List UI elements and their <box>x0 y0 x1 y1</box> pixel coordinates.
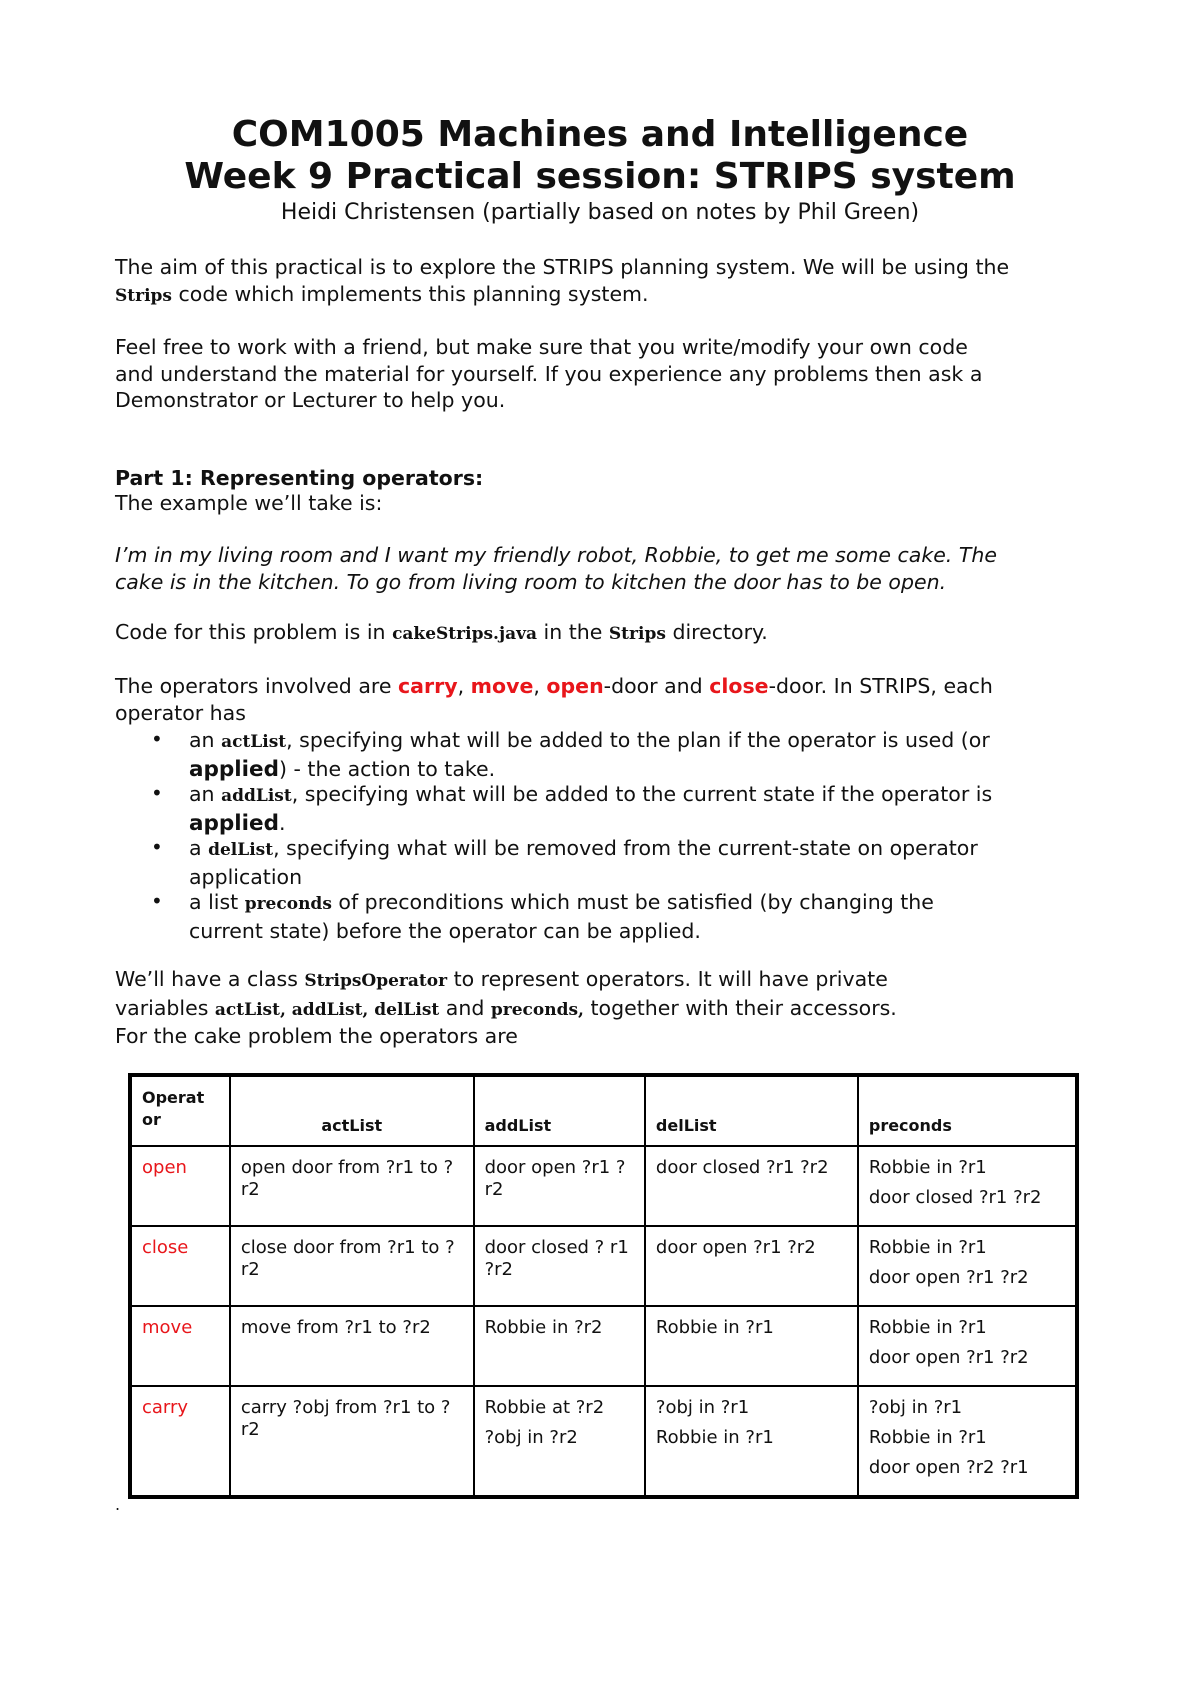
operators-table-body <box>130 1146 1077 1497</box>
strips-directory-name: Strips <box>608 624 666 644</box>
part1-heading: Part 1: Representing operators: <box>115 466 484 490</box>
dellist-cell <box>645 1146 858 1226</box>
operator-open-label: open <box>546 674 604 698</box>
vars-text-b: and <box>439 995 491 1020</box>
header-preconds: preconds <box>858 1075 1077 1146</box>
bullet-4-pre: a list <box>189 890 245 914</box>
bullet-2-bold: applied <box>189 810 279 836</box>
addlist-cell <box>474 1226 645 1306</box>
bullet-1-line2: ) - the action to take. <box>279 756 496 781</box>
document-title-line-1: COM1005 Machines and Intelligence <box>231 114 969 155</box>
pre-entry: door open ?r2 ?r1 <box>868 1457 1029 1478</box>
add-entry: ?obj in ?r2 <box>484 1427 578 1448</box>
operator-name-cell: close <box>130 1226 230 1306</box>
bullet-marker-4: • <box>151 889 163 913</box>
header-addlist: addList <box>474 1075 645 1146</box>
del-entry: door closed ?r1 ?r2 <box>655 1157 829 1178</box>
table-row <box>130 1386 1077 1497</box>
addlist-cell <box>474 1386 645 1497</box>
operator-name-cell: carry <box>130 1386 230 1497</box>
operators-text-b: -door and <box>603 674 710 698</box>
class-text-a: We’ll have a class <box>115 967 305 991</box>
bullet-marker-1: • <box>151 727 163 751</box>
bullet-2-pre: an <box>189 782 222 806</box>
actlist-cell: open door from ?r1 to ? r2 <box>230 1146 474 1226</box>
bullet-1-pre: an <box>189 728 222 752</box>
pre-entry: door open ?r1 ?r2 <box>868 1347 1029 1368</box>
bullet-3-pre: a <box>189 836 209 860</box>
dellist-cell <box>645 1306 858 1386</box>
intro-text-b: code which implements this planning system. <box>172 281 649 306</box>
actlist-cell: carry ?obj from ?r1 to ? r2 <box>230 1386 474 1497</box>
cake-operators-intro: For the cake problem the operators are <box>115 1024 518 1048</box>
bullet-4-post: of preconditions which must be satisfied (by changing the <box>331 890 934 914</box>
vars-code-1: actList, addList, delList <box>214 999 440 1020</box>
code-location-text-a: Code for this problem is in <box>115 620 393 644</box>
operators-table <box>128 1073 1079 1499</box>
code-location-line <box>115 619 1100 648</box>
cakestrips-filename: cakeStrips.java <box>392 624 538 644</box>
header-dellist: delList <box>645 1075 858 1146</box>
author-line: Heidi Christensen (partially based on notes by Phil Green) <box>280 200 920 225</box>
dellist-cell <box>645 1386 858 1497</box>
code-location-text-c: directory. <box>665 620 768 644</box>
pre-entry: door open ?r1 ?r2 <box>868 1267 1029 1288</box>
add-entry: Robbie in ?r2 <box>484 1317 603 1338</box>
intro-p2-line-3: Demonstrator or Lecturer to help you. <box>115 388 506 412</box>
header-actlist: actList <box>230 1075 474 1146</box>
vars-code-2: preconds, <box>490 999 584 1020</box>
del-entry: Robbie in ?r1 <box>655 1317 774 1338</box>
table-row <box>130 1306 1077 1386</box>
del-entry: Robbie in ?r1 <box>655 1427 774 1448</box>
bullet-2-line2: . <box>279 810 286 835</box>
vars-text-c: together with their accessors. <box>583 995 897 1020</box>
operators-text-a: The operators involved are <box>115 674 399 698</box>
operator-move-label: move <box>470 674 534 698</box>
operator-name-cell: move <box>130 1306 230 1386</box>
del-entry: ?obj in ?r1 <box>655 1397 750 1418</box>
del-entry: door open ?r1 ?r2 <box>655 1237 816 1258</box>
addlist-cell <box>474 1146 645 1226</box>
bullet-marker-2: • <box>151 781 163 805</box>
pre-entry: door closed ?r1 ?r2 <box>868 1187 1042 1208</box>
pre-entry: ?obj in ?r1 <box>868 1397 963 1418</box>
add-entry: door closed ? r1 ?r2 <box>484 1237 629 1280</box>
example-text <box>115 542 1100 595</box>
bullet-item-preconds <box>189 889 1109 944</box>
bullet-item-addlist <box>189 781 1109 837</box>
operators-text-c: -door. In STRIPS, each <box>768 674 993 698</box>
bullet-item-actlist <box>189 727 1109 783</box>
bullet-3-line2: application <box>189 864 303 889</box>
addlist-cell <box>474 1306 645 1386</box>
document-title-line-2: Week 9 Practical session: STRIPS system <box>184 156 1016 197</box>
prelist-cell <box>858 1146 1077 1226</box>
strips-code-name: Strips <box>115 285 173 306</box>
intro-p2-line-1: Feel free to work with a friend, but make sure that you write/modify your own code <box>115 335 968 359</box>
stripsoperator-class-name: StripsOperator <box>304 971 448 991</box>
bullet-item-dellist <box>189 835 1109 890</box>
pre-entry: Robbie in ?r1 <box>868 1317 987 1338</box>
bullet-2-post: , specifying what will be added to the current state if the operator is <box>291 782 993 806</box>
operator-name-cell: open <box>130 1146 230 1226</box>
actlist-cell: close door from ?r1 to ? r2 <box>230 1226 474 1306</box>
class-description <box>115 966 1100 1050</box>
table-header-row <box>130 1075 1077 1146</box>
comma-1: , <box>457 674 471 698</box>
prelist-cell <box>858 1306 1077 1386</box>
bullet-1-post: , specifying what will be added to the plan if the operator is used (or <box>286 728 990 752</box>
table-row <box>130 1146 1077 1226</box>
bullet-4-line2: current state) before the operator can be applied. <box>189 918 701 943</box>
intro-paragraph-2 <box>115 334 1100 414</box>
dellist-cell <box>645 1226 858 1306</box>
trailing-dot: . <box>115 1495 121 1514</box>
operator-carry-label: carry <box>398 674 458 698</box>
vars-text-a: variables <box>115 995 215 1020</box>
table-row <box>130 1226 1077 1306</box>
header-operator: Operat or <box>130 1075 230 1146</box>
example-line-1: I’m in my living room and I want my friendly robot, Robbie, to get me some cake. The <box>115 543 997 567</box>
operators-intro <box>115 673 1100 726</box>
add-entry: Robbie at ?r2 <box>484 1397 605 1418</box>
comma-2: , <box>533 674 547 698</box>
bullet-4-code: preconds <box>244 894 332 914</box>
prelist-cell <box>858 1226 1077 1306</box>
intro-text-a: The aim of this practical is to explore the STRIPS planning system. We will be using the <box>115 255 1010 279</box>
operators-text-d: operator has <box>115 700 246 725</box>
add-entry: door open ?r1 ? r2 <box>484 1157 626 1200</box>
intro-p2-line-2: and understand the material for yourself. If you experience any problems then ask a <box>115 361 983 386</box>
prelist-cell <box>858 1386 1077 1497</box>
bullet-2-code: addList <box>221 786 292 806</box>
example-line-2: cake is in the kitchen. To go from living room to kitchen the door has to be open. <box>115 569 947 594</box>
example-intro: The example we’ll take is: <box>115 491 383 515</box>
intro-paragraph-1 <box>115 254 1100 309</box>
bullet-3-code: delList <box>208 840 274 860</box>
class-text-b: to represent operators. It will have private <box>447 967 888 991</box>
bullet-marker-3: • <box>151 835 163 859</box>
pre-entry: Robbie in ?r1 <box>868 1427 987 1448</box>
bullet-1-bold: applied <box>189 756 279 782</box>
actlist-cell: move from ?r1 to ?r2 <box>230 1306 474 1386</box>
pre-entry: Robbie in ?r1 <box>868 1237 987 1258</box>
operator-close-label: close <box>709 674 769 698</box>
pre-entry: Robbie in ?r1 <box>868 1157 987 1178</box>
code-location-text-b: in the <box>537 620 609 644</box>
bullet-3-post: , specifying what will be removed from the current-state on operator <box>273 836 978 860</box>
bullet-1-code: actList <box>221 732 287 752</box>
